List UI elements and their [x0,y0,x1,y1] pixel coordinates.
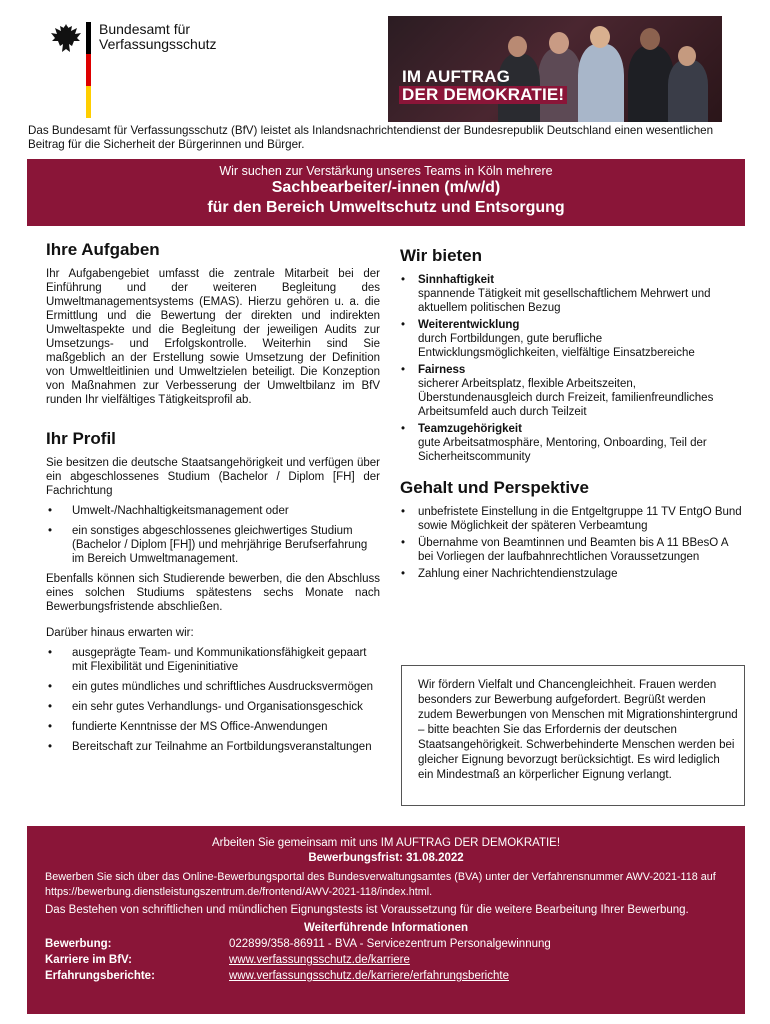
info-label: Karriere im BfV: [45,954,132,966]
bieten-item-text: gute Arbeitsatmosphäre, Mentoring, Onboarding, Teil der Sicherheitscommunity [418,437,707,463]
info-label: Erfahrungsberichte: [45,970,155,982]
list-item: • Umwelt-/Nachhaltigkeitsmanagement oder [46,504,380,518]
list-item: • ein gutes mündliches und schriftliches Ausdrucksvermögen [46,680,380,694]
banner-slogan: Arbeiten Sie gemeinsam mit uns IM AUFTRAG DER DEMOKRATIE! [211,837,561,849]
list-item: • Bereitschaft zur Teilnahme an Fortbildungsveranstaltungen [46,740,380,754]
job-title-banner [27,159,745,226]
job-title-line2: für den Bereich Umweltschutz und Entsorgung [207,199,565,216]
org-name-line2: Verfassungsschutz [99,36,217,52]
bieten-item-title: • Weiterentwicklung [418,319,520,331]
karriere-link[interactable]: www.verfassungsschutz.de/karriere [229,954,410,966]
job-title-line1: Sachbearbeiter/-innen (m/w/d) [271,179,501,196]
hero-image [388,16,722,122]
hero-slogan-line2: DER DEMOKRATIE! [399,86,567,104]
aufgaben-text: Ihr Aufgabengebiet umfasst die zentrale Mitarbeit bei der Einführung und der weiteren Begleitung des Umweltmanagementsystems (EMAS). Hierzu gehören u. a. die Ermittlung und die Bewertung der direkten und indirekten Umweltaspekte und die Begleitung der jeweiligen Audits zur Umsetzungs- und Erfolgskontrolle. Weiterhin sind Sie maßgeblich an der Erstellung sowie Umsetzung der Definition von Umweltleitlinien und Umweltzielen beteiligt. Die Konzeption von Maßnahmen zur Verbesserung der Umweltbilanz im BfV runden Ihr vielfältiges Tätigkeitsprofil ab. [46,268,380,406]
bieten-item-title: • Fairness [418,364,466,376]
left-column [46,240,380,760]
bieten-item-text: durch Fortbildungen, gute berufliche Entwicklungsmöglichkeiten, vielfältige Einsatzbereiche [418,333,695,359]
info-row-bewerbung [45,937,727,952]
application-deadline: Bewerbungsfrist: 31.08.2022 [308,852,464,864]
bieten-item-title: • Sinnhaftigkeit [418,274,495,286]
right-column [400,246,744,584]
bieten-list [400,273,744,464]
list-item: • ein sehr gutes Verhandlungs- und Organisationsgeschick [46,700,380,714]
list-item: • unbefristete Einstellung in die Entgeltgruppe 11 TV EntgO Bund sowie Möglichkeit der späteren Verbeamtung [400,505,744,533]
info-row-erfahrungsberichte [45,969,727,984]
info-label: Bewerbung: [45,938,112,950]
profil-list [46,504,380,566]
aptitude-test-text: Das Bestehen von schriftlichen und mündlichen Eignungstests ist Voraussetzung für die weitere Bearbeitung Ihrer Bewerbung. [45,904,689,916]
diversity-statement: Wir fördern Vielfalt und Chancengleichheit. Frauen werden besonders zur Bewerbung aufgefordert. Begrüßt werden zudem Bewerbungen von Menschen mit Migrationshintergrund – bitte beachten Sie das Erfordernis der deutschen Staatsangehörigkeit. Schwerbehinderte Menschen werden bei gleicher Eignung bevorzugt berücksichtigt. Es wird lediglich ein Mindestmaß an körperlicher Eignung verlangt. [401,665,745,806]
info-heading: Weiterführende Informationen [304,922,468,934]
eagle-icon [50,22,82,56]
org-name-line1: Bundesamt für [99,21,191,37]
gehalt-list [400,505,744,581]
bieten-item-text: spannende Tätigkeit mit gesellschaftlichem Mehrwert und aktuellem politischen Bezug [418,288,711,314]
list-item [400,273,744,315]
profil-intro: Sie besitzen die deutsche Staatsangehörigkeit und verfügen über ein abgeschlossenes Studium (Bachelor / Diplom [FH] der Fachrichtung [46,457,380,497]
list-item [400,422,744,464]
info-row-karriere [45,953,727,968]
list-item [400,318,744,360]
hero-slogan [402,68,567,104]
list-item [400,363,744,419]
list-item: • ausgeprägte Team- und Kommunikationsfähigkeit gepaart mit Flexibilität und Eigeninitiative [46,646,380,674]
aufgaben-heading: Ihre Aufgaben [46,240,160,259]
application-portal-text: Bewerben Sie sich über das Online-Bewerbungsportal des Bundesverwaltungsamtes (BVA) unter der Verfahrensnummer AWV-2021-118 auf https://bewerbung.dienstleistungszentrum.de/frontend/AWV-2021-118/index.html. [45,871,716,898]
profil-heading: Ihr Profil [46,429,116,448]
bieten-item-text: sicherer Arbeitsplatz, flexible Arbeitszeiten, Überstundenausgleich durch Freizeit, familienfreundliches Arbeitsumfeld auch durch Teilzeit [418,378,714,418]
intro-text: Das Bundesamt für Verfassungsschutz (BfV) leistet als Inlandsnachrichtendienst der Bundesrepublik Deutschland einen wesentlichen Beitrag für die Sicherheit der Bürgerinnen und Bürger. [28,124,714,151]
gehalt-heading: Gehalt und Perspektive [400,478,589,497]
list-item: • Übernahme von Beamtinnen und Beamten bis A 11 BBesO A bei Vorliegen der laufbahnrechtlichen Voraussetzungen [400,536,744,564]
application-banner [27,826,745,1014]
erfahrungsberichte-link[interactable]: www.verfassungsschutz.de/karriere/erfahrungsberichte [229,970,509,982]
bfv-logo [50,22,217,72]
profil-extra-list [46,646,380,754]
bieten-item-title: • Teamzugehörigkeit [418,423,522,435]
list-item: • ein sonstiges abgeschlossenes gleichwertiges Studium (Bachelor / Diplom [FH]) und mehrjährige Berufserfahrung im Bereich Umweltmanagement. [46,524,380,566]
list-item: • Zahlung einer Nachrichtendienstzulage [400,567,744,581]
profil-students: Ebenfalls können sich Studierende bewerben, die den Abschluss eines solchen Studiums spätestens sechs Monate nach Bewerbungsfristende abschließen. [46,573,380,613]
profil-extra-intro: Darüber hinaus erwarten wir: [46,627,194,639]
list-item: • fundierte Kenntnisse der MS Office-Anwendungen [46,720,380,734]
info-phone: 022899/358-86911 - BVA - Servicezentrum Personalgewinnung [229,938,551,950]
bieten-heading: Wir bieten [400,246,483,265]
banner-subtitle: Wir suchen zur Verstärkung unseres Teams in Köln mehrere [219,164,553,178]
org-name [99,22,217,52]
german-flag-stripe [86,22,91,118]
hero-slogan-line1: IM AUFTRAG [402,67,511,86]
